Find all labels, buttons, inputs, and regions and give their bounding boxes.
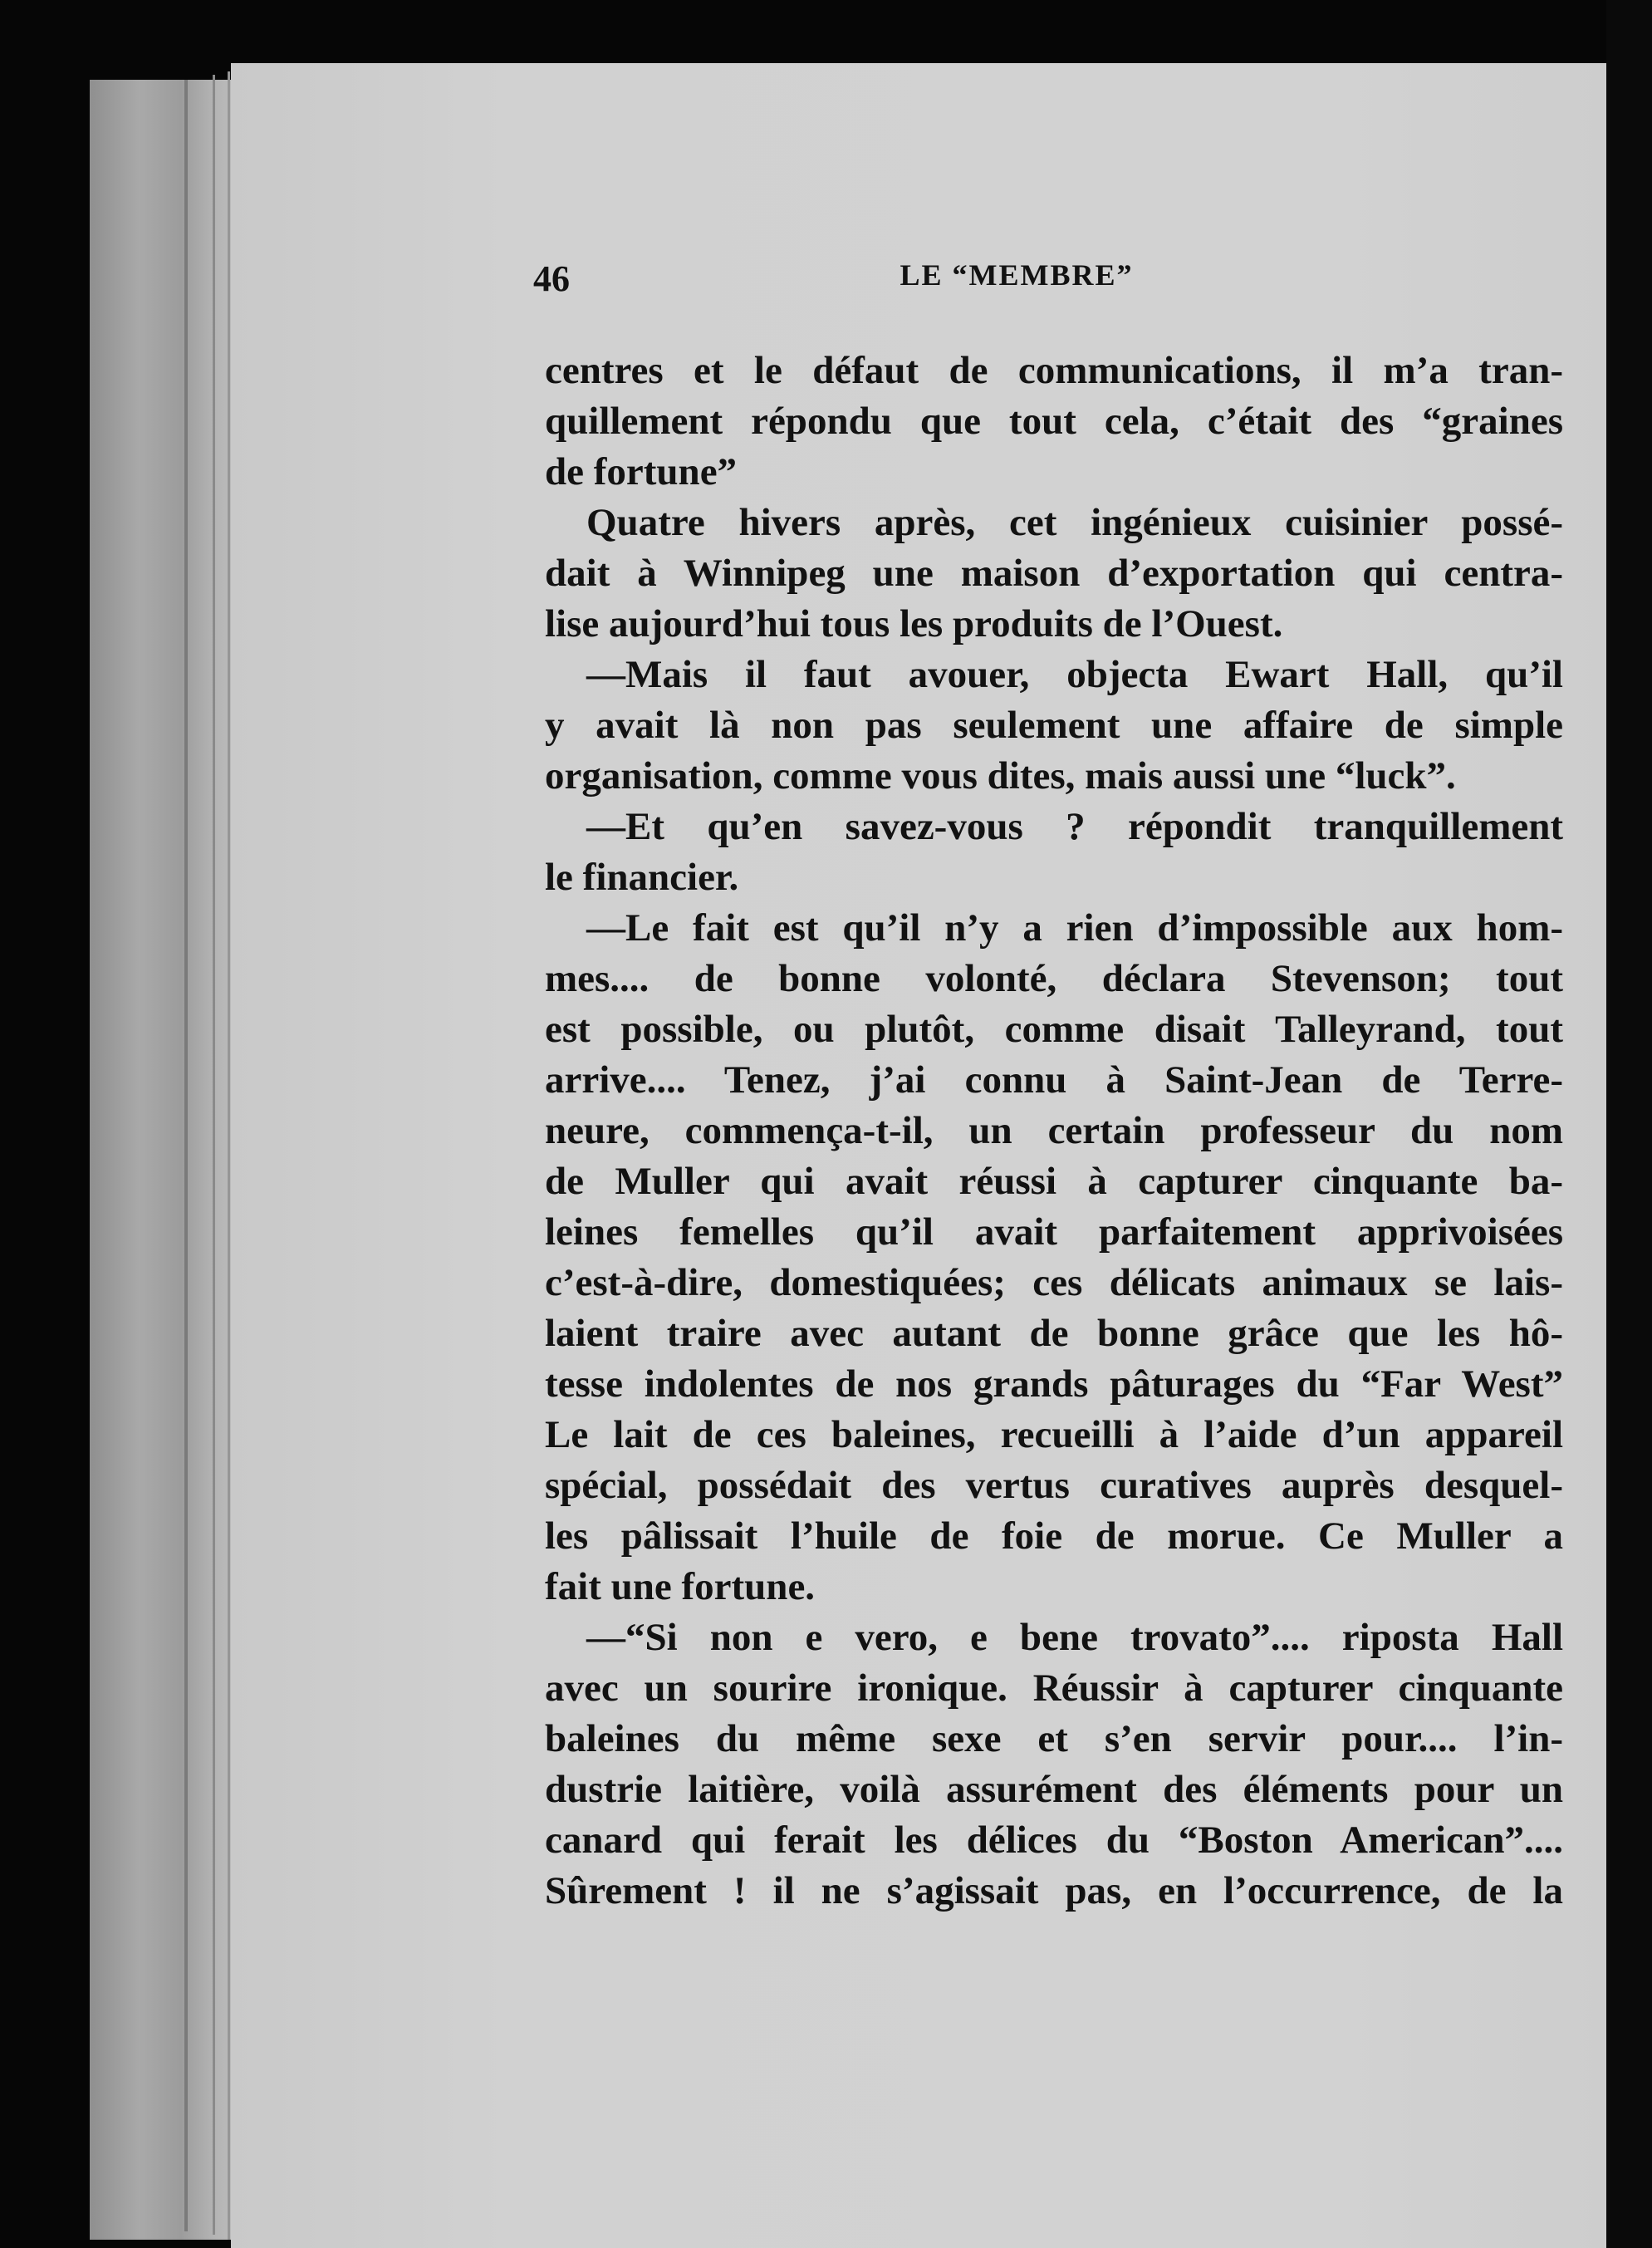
page-number: 46 [533,258,570,299]
text-line: —Et qu’en savez-vous ? répondit tranquillement [586,805,1563,848]
text-line: canard qui ferait les délices du “Boston American”.... [545,1819,1563,1862]
running-head: LE “MEMBRE” [900,258,1134,292]
text-line: Le lait de ces baleines, recueilli à l’aide d’un appareil [545,1413,1563,1456]
text-line: leines femelles qu’il avait parfaitement apprivoisées [545,1210,1563,1254]
text-line: laient traire avec autant de bonne grâce que les hô- [545,1312,1563,1355]
text-line: —“Si non e vero, e bene trovato”.... riposta Hall [586,1616,1563,1659]
text-line: Quatre hivers après, cet ingénieux cuisinier possé- [586,501,1563,544]
text-line: organisation, comme vous dites, mais aussi une “luck”. [545,754,1456,798]
text-line: avec un sourire ironique. Réussir à capturer cinquante [545,1666,1563,1710]
page-edge-line [184,80,188,2231]
text-line: baleines du même sexe et s’en servir pour.... l’in- [545,1717,1563,1760]
text-line: centres et le défaut de communications, il m’a tran- [545,349,1563,392]
text-line: dait à Winnipeg une maison d’exportation qui centra- [545,552,1563,595]
text-line: lise aujourd’hui tous les produits de l’Ouest. [545,602,1283,645]
text-line: quillement répondu que tout cela, c’était des “graines [545,400,1563,443]
text-line: tesse indolentes de nos grands pâturages du “Far West” [545,1362,1563,1406]
text-line: c’est-à-dire, domestiquées; ces délicats animaux se lais- [545,1261,1563,1304]
text-line: de Muller qui avait réussi à capturer cinquante ba- [545,1160,1563,1203]
text-line: les pâlissait l’huile de foie de morue. Ce Muller a [545,1514,1563,1558]
text-line: Sûrement ! il ne s’agissait pas, en l’occurrence, de la [545,1869,1563,1912]
text-line: arrive.... Tenez, j’ai connu à Saint-Jean de Terre- [545,1058,1563,1102]
page-header [533,249,1571,316]
text-line: de fortune” [545,450,738,493]
scan-background-right [1606,0,1652,2248]
text-line: —Mais il faut avouer, objecta Ewart Hall, qu’il [586,653,1563,696]
text-line: le financier. [545,856,739,899]
text-line: y avait là non pas seulement une affaire de simple [545,704,1563,747]
text-line: —Le fait est qu’il n’y a rien d’impossible aux hom- [586,906,1563,950]
text-line: dustrie laitière, voilà assurément des éléments pour un [545,1768,1563,1811]
text-line: fait une fortune. [545,1565,816,1608]
body-text [545,346,1563,1917]
text-line: neure, commença-t-il, un certain professeur du nom [545,1109,1563,1152]
page-edge-line [213,75,215,2235]
text-line: mes.... de bonne volonté, déclara Stevenson; tout [545,957,1563,1000]
page-edge-line [228,71,230,2240]
text-line: est possible, ou plutôt, comme disait Talleyrand, tout [545,1008,1563,1051]
text-line: spécial, possédait des vertus curatives auprès desquel- [545,1464,1563,1507]
